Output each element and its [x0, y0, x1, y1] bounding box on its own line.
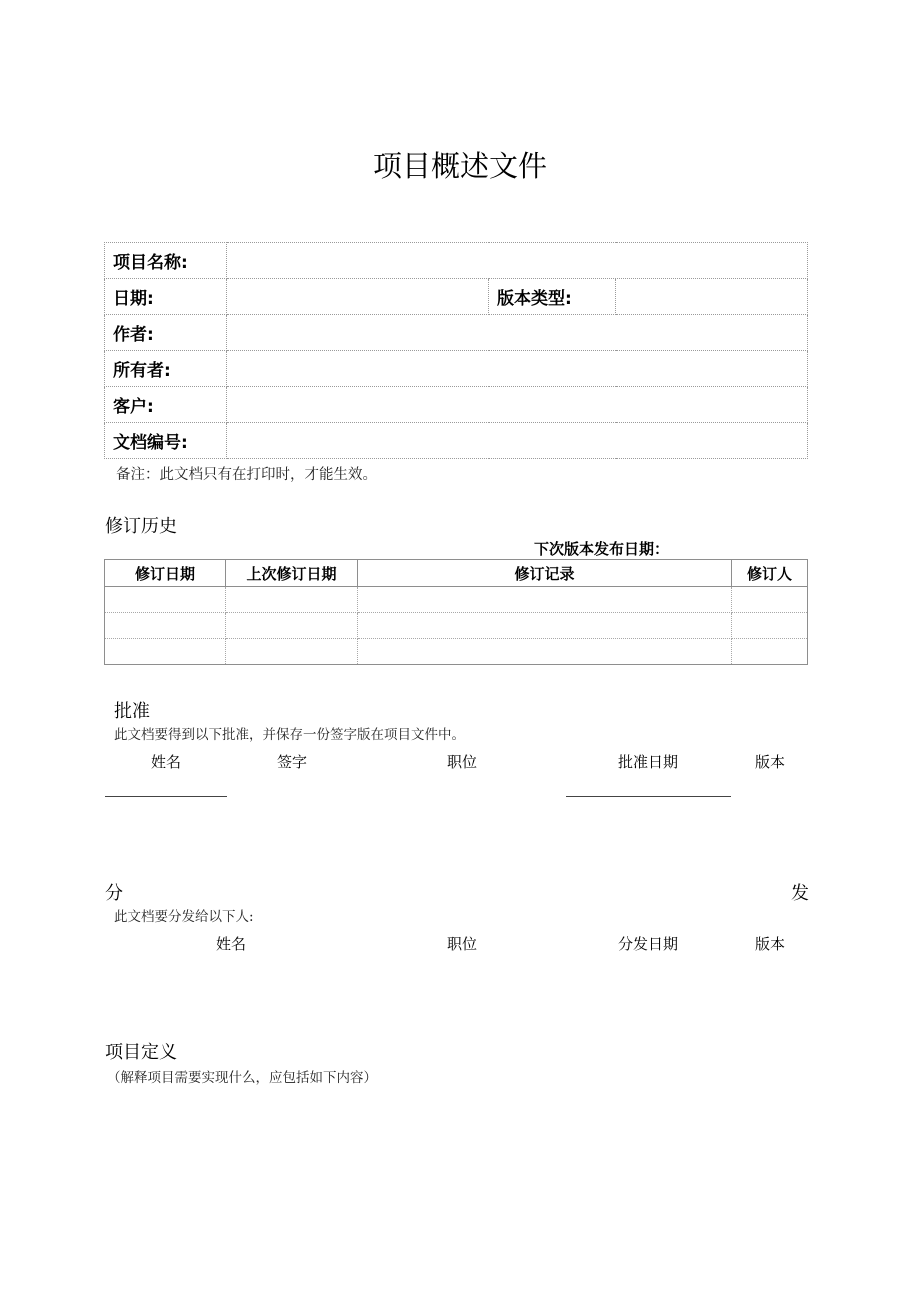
distribution-col-name: 姓名: [216, 935, 247, 953]
client-field[interactable]: [227, 387, 808, 423]
revision-table-header: [105, 560, 808, 587]
col-revision-record: 修订记录: [358, 560, 732, 587]
table-cell[interactable]: [732, 587, 808, 613]
table-cell[interactable]: [358, 639, 732, 665]
col-reviser: 修订人: [732, 560, 808, 587]
document-title: 项目概述文件: [372, 149, 547, 183]
distribution-heading-left: 分: [105, 883, 123, 904]
project-definition-heading: 项目定义: [105, 1042, 177, 1063]
approval-col-signature: 签字: [277, 753, 308, 771]
project-name-field[interactable]: [227, 243, 808, 279]
approval-heading: 批准: [114, 701, 150, 722]
table-cell[interactable]: [226, 639, 358, 665]
table-row: [105, 639, 808, 665]
table-cell[interactable]: [358, 587, 732, 613]
print-note: 备注：此文档只有在打印时，才能生效。: [116, 467, 377, 483]
table-cell[interactable]: [105, 587, 226, 613]
author-label: 作者:: [105, 315, 227, 351]
date-label: 日期:: [105, 279, 227, 315]
distribution-col-version: 版本: [755, 935, 786, 953]
project-definition-description: （解释项目需要实现什么，应包括如下内容）: [107, 1070, 377, 1086]
owner-label: 所有者:: [105, 351, 227, 387]
revision-history-heading: 修订历史: [105, 516, 177, 537]
table-row: [105, 613, 808, 639]
approval-col-name: 姓名: [151, 753, 182, 771]
col-last-revision-date: 上次修订日期: [226, 560, 358, 587]
table-cell[interactable]: [226, 587, 358, 613]
table-cell[interactable]: [358, 613, 732, 639]
table-cell[interactable]: [226, 613, 358, 639]
info-row-author: [105, 315, 808, 351]
distribution-description: 此文档要分发给以下人:: [114, 909, 254, 925]
revision-table: [104, 559, 808, 665]
date-field[interactable]: [227, 279, 489, 315]
table-cell[interactable]: [732, 613, 808, 639]
owner-field[interactable]: [227, 351, 808, 387]
approval-col-version: 版本: [755, 753, 786, 771]
info-row-doc-number: [105, 423, 808, 459]
table-cell[interactable]: [732, 639, 808, 665]
date-signature-line: [566, 796, 731, 797]
approval-col-position: 职位: [447, 753, 478, 771]
info-row-owner: [105, 351, 808, 387]
name-signature-line: [105, 796, 227, 797]
project-info-table: [104, 242, 808, 459]
distribution-col-position: 职位: [447, 935, 478, 953]
table-row: [105, 587, 808, 613]
author-field[interactable]: [227, 315, 808, 351]
col-revision-date: 修订日期: [105, 560, 226, 587]
info-row-project-name: [105, 243, 808, 279]
project-name-label: 项目名称:: [105, 243, 227, 279]
distribution-heading-right: 发: [791, 883, 809, 904]
client-label: 客户:: [105, 387, 227, 423]
doc-number-label: 文档编号:: [105, 423, 227, 459]
approval-col-date: 批准日期: [618, 753, 679, 771]
distribution-col-date: 分发日期: [618, 935, 679, 953]
doc-number-field[interactable]: [227, 423, 808, 459]
version-type-label: 版本类型:: [489, 279, 616, 315]
approval-description: 此文档要得到以下批准，并保存一份签字版在项目文件中。: [114, 727, 465, 743]
next-release-date-label: 下次版本发布日期：: [534, 540, 670, 558]
table-cell[interactable]: [105, 613, 226, 639]
table-cell[interactable]: [105, 639, 226, 665]
info-row-client: [105, 387, 808, 423]
version-type-field[interactable]: [616, 279, 808, 315]
info-row-date: [105, 279, 808, 315]
